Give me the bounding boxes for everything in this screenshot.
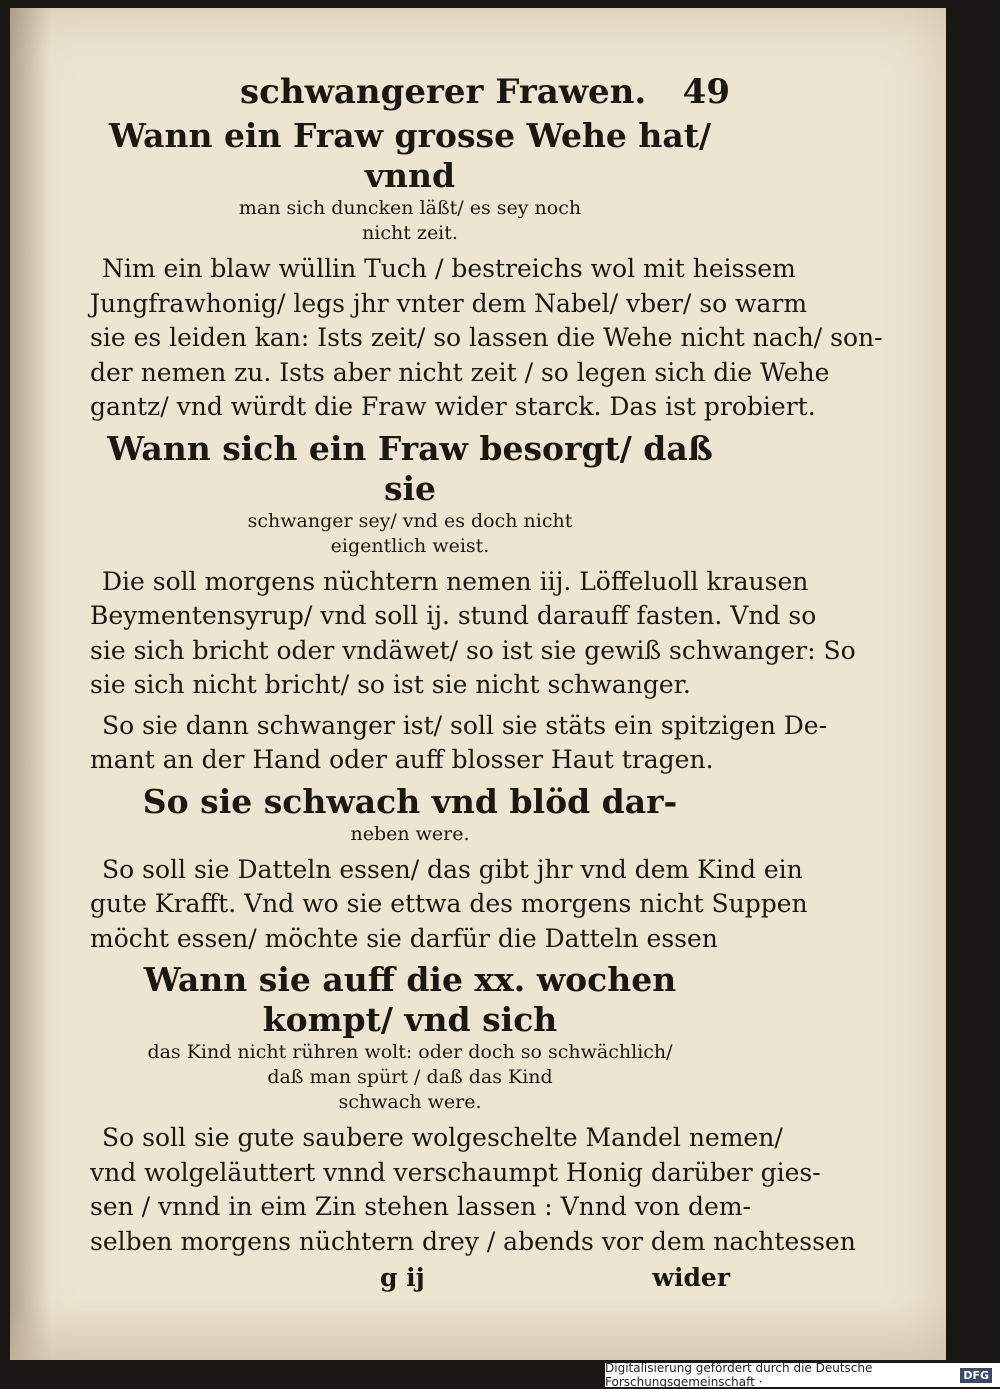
text-line: Beymentensyrup/ vnd soll ij. stund darauff fasten. Vnd so [90,601,817,630]
text-line: mant an der Hand oder auff blosser Haut tragen. [90,745,714,774]
text-line: So sie dann schwanger ist/ soll sie stäts ein spitzigen De- [102,710,828,740]
paragraph [90,1121,856,1259]
text-line: selben morgens nüchtern drey / abends vor dem nachtessen [90,1226,856,1256]
text-line: der nemen zu. Ists aber nicht zeit / so legen sich die Wehe [90,357,830,387]
section-1 [90,116,883,425]
section-heading: Wann sich ein Fraw besorgt/ daß sie [107,428,713,508]
footer-credit: Digitalisierung gefördert durch die Deutsche Forschungsgemeinschaft · [605,1361,873,1389]
paragraph [90,565,856,703]
paragraph [90,709,828,778]
page-text [90,72,883,1292]
dfg-logo: DFG [960,1368,992,1383]
section-3 [90,781,808,957]
text-line: gute Krafft. Vnd wo sie ettwa des morgens nicht Suppen [90,889,808,918]
page-number: 49 [682,72,730,112]
section-subheading: eigentlich weist. [330,534,490,557]
section-heading: Wann sie auff die xx. wochen kompt/ vnd sich [143,960,677,1039]
gutter-shadow [10,8,50,1360]
text-line: sie sich bricht oder vndäwet/ so ist sie gewiß schwanger: So [90,635,856,665]
signature-mark: g ij [380,1263,425,1292]
text-line: So soll sie gute saubere wolgeschelte Mandel nemen/ [102,1123,783,1152]
section-heading: Wann ein Fraw grosse Wehe hat/ vnnd [108,116,712,195]
catchline [90,1263,730,1292]
text-line: sie es leiden kan: Ists zeit/ so lassen die Wehe nicht nach/ son- [90,323,883,352]
running-header [240,72,730,112]
digitization-footer [605,1363,1000,1387]
section-2 [90,428,856,778]
section-subheading: daß man spürt / daß das Kind [267,1066,553,1088]
text-line: So soll sie Datteln essen/ das gibt jhr vnd dem Kind ein [102,854,803,884]
text-line: Die soll morgens nüchtern nemen iij. Löffeluoll krausen [102,566,809,596]
paragraph [90,252,883,425]
paragraph [90,853,808,957]
text-line: sen / vnnd in eim Zin stehen lassen : Vnnd von dem- [90,1192,751,1221]
text-line: vnd wolgeläuttert vnnd verschaumpt Honig darüber gies- [90,1157,821,1187]
section-subheading: das Kind nicht rühren wolt: oder doch so schwächlich/ [147,1041,673,1063]
section-subheading: neben were. [350,822,470,845]
section-subheading: man sich duncken läßt/ es sey noch [238,197,582,219]
book-page [10,8,946,1360]
section-subheading: nicht zeit. [362,222,458,244]
page-bottom-edge [10,1300,946,1360]
catchword: wider [652,1263,730,1292]
text-line: möcht essen/ möchte sie darfür die Datteln essen [90,923,718,953]
section-heading: So sie schwach vnd blöd dar- [142,781,678,821]
text-line: Jungfrawhonig/ legs jhr vnter dem Nabel/ vber/ so warm [90,288,808,318]
text-line: gantz/ vnd würdt die Fraw wider starck. Das ist probiert. [90,392,816,421]
running-head: schwangerer Frawen. [240,72,647,112]
section-subheading: schwanger sey/ vnd es doch nicht [247,509,573,532]
text-line: sie sich nicht bricht/ so ist sie nicht schwanger. [90,670,691,699]
section-subheading: schwach were. [338,1091,482,1113]
text-line: Nim ein blaw wüllin Tuch / bestreichs wol mit heissem [102,254,796,283]
section-4 [90,960,856,1259]
